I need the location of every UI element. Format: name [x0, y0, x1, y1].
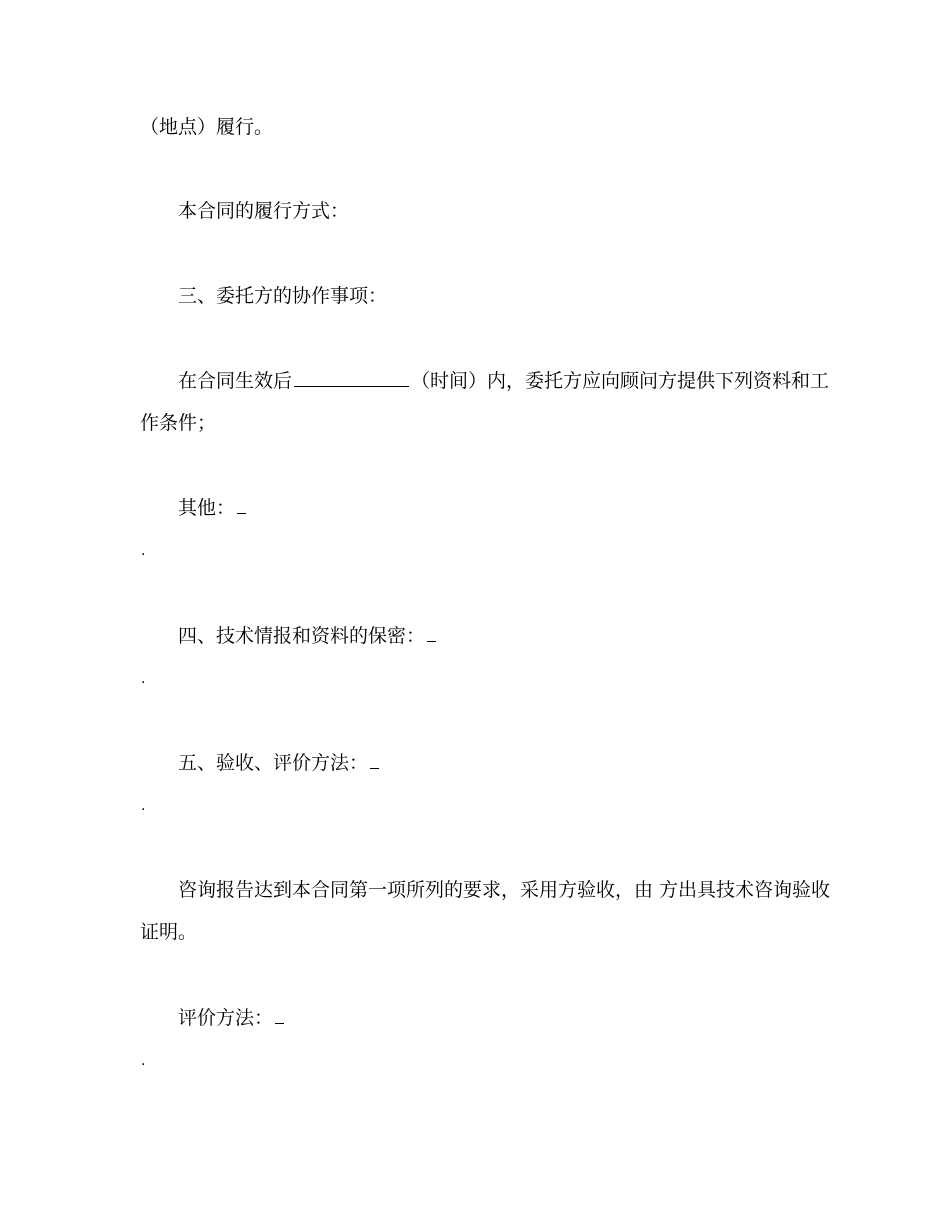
performance-method-text: 本合同的履行方式： [178, 200, 350, 222]
evaluation-method-label: 评价方法： [178, 1007, 274, 1029]
other-label: 其他： [178, 497, 236, 519]
paragraph-evaluation-method [178, 1006, 284, 1029]
acceptance-blank-field[interactable] [370, 751, 379, 769]
materials-provision-tail: 作条件； [140, 412, 217, 434]
confidentiality-heading-text: 四、技术情报和资料的保密： [178, 625, 426, 647]
section-heading-acceptance [178, 751, 379, 774]
materials-provision-suffix: （时间）内，委托方应向顾问方提供下列资料和工 [411, 370, 830, 392]
acceptance-heading-text: 五、验收、评价方法： [178, 752, 369, 774]
paragraph-consulting-report [178, 879, 830, 901]
paragraph-location-tail [140, 116, 273, 138]
fill-dot: . [141, 798, 146, 814]
client-cooperation-heading-text: 三、委托方的协作事项： [178, 285, 388, 307]
paragraph-materials-provision [178, 369, 829, 392]
section-heading-confidentiality [178, 624, 436, 647]
consulting-report-text: 咨询报告达到本合同第一项所列的要求，采用方验收，由 方出具技术咨询验收 [178, 879, 831, 901]
paragraph-consulting-report-continued [140, 921, 197, 943]
materials-provision-prefix: 在合同生效后 [178, 370, 293, 392]
fill-dot: . [141, 671, 146, 687]
paragraph-materials-provision-continued [140, 412, 216, 434]
time-blank-field[interactable] [294, 369, 409, 387]
section-heading-client-cooperation [178, 285, 387, 307]
fill-dot: . [141, 543, 146, 559]
fill-dot: . [141, 1053, 146, 1069]
confidentiality-blank-field[interactable] [427, 624, 436, 642]
paragraph-other [178, 496, 246, 519]
evaluation-blank-field[interactable] [275, 1006, 284, 1024]
consulting-report-tail: 证明。 [140, 921, 198, 943]
paragraph-performance-method [178, 200, 349, 222]
other-blank-field[interactable] [237, 496, 246, 514]
location-tail-text: （地点）履行。 [140, 116, 274, 138]
